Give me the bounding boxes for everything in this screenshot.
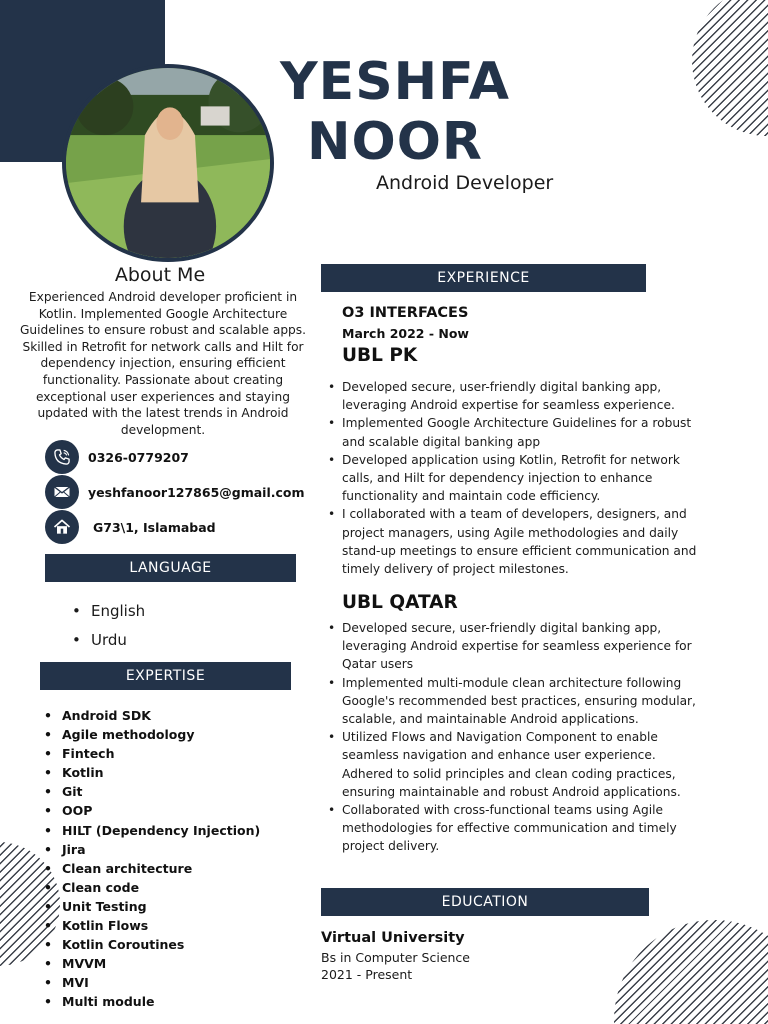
- first-name: YESHFA: [280, 52, 510, 112]
- list-item: • Urdu: [72, 626, 145, 655]
- company-name: O3 INTERFACES: [342, 305, 469, 321]
- degree-name: Bs in Computer Science: [321, 950, 470, 965]
- list-item: • Kotlin Flows: [44, 916, 260, 935]
- email-icon: [45, 475, 79, 509]
- list-item: • English: [72, 597, 145, 626]
- school-name: Virtual University: [321, 930, 465, 946]
- list-item: • HILT (Dependency Injection): [44, 821, 260, 840]
- list-item: • Android SDK: [44, 706, 260, 725]
- hatched-circle-top-right: [692, 0, 768, 136]
- list-item: • Utilized Flows and Navigation Component to enable seamless navigation and enhance user experience. Adhered to solid principles and clean coding practices, ensuring maintainable and robust Android applications.: [323, 728, 703, 801]
- language-list: [72, 597, 145, 655]
- list-item: • Developed secure, user-friendly digital banking app, leveraging Android expertise for seamless experience.: [323, 378, 703, 414]
- list-item: • Implemented Google Architecture Guidelines for a robust and scalable digital banking app: [323, 414, 703, 450]
- list-item: • OOP: [44, 801, 260, 820]
- home-icon: [45, 510, 79, 544]
- contact-address: [45, 510, 216, 544]
- list-item: • Kotlin Coroutines: [44, 935, 260, 954]
- list-item: • Developed application using Kotlin, Retrofit for network calls, and Hilt for dependency injection to enhance functionality and maintain code efficiency.: [323, 451, 703, 506]
- list-item: • Jira: [44, 840, 260, 859]
- education-dates: 2021 - Present: [321, 967, 413, 982]
- job-title: Android Developer: [376, 172, 554, 194]
- list-item: • Multi module: [44, 992, 260, 1011]
- list-item: • MVVM: [44, 954, 260, 973]
- list-item: • MVI: [44, 973, 260, 992]
- address-text: G73\1, Islamabad: [93, 519, 216, 535]
- about-text: Experienced Android developer proficient in Kotlin. Implemented Google Architecture Guidelines to ensure robust and scalable apps. Skilled in Retrofit for network calls and Hilt for dependency injection, ensuring efficient functionality. Passionate about creating exceptional user experiences and staying updated with the latest trends in Android development.: [19, 290, 307, 437]
- project-title-ubl-pk: UBL PK: [342, 345, 418, 366]
- list-item: • Implemented multi-module clean architecture following Google's recommended best practices, ensuring modular, scalable, and maintainable Android applications.: [323, 674, 703, 729]
- last-name: NOOR: [307, 112, 483, 172]
- project-bullets-ubl-qatar: [323, 619, 703, 856]
- list-item: • Git: [44, 782, 260, 801]
- project-title-ubl-qatar: UBL QATAR: [342, 592, 458, 613]
- list-item: • Clean code: [44, 878, 260, 897]
- about-heading: About Me: [114, 264, 206, 286]
- list-item: • Fintech: [44, 744, 260, 763]
- expertise-heading: EXPERTISE: [40, 662, 291, 690]
- list-item: • Developed secure, user-friendly digital banking app, leveraging Android expertise for seamless experience for Qatar users: [323, 619, 703, 674]
- language-heading: LANGUAGE: [45, 554, 296, 582]
- list-item: • Clean architecture: [44, 859, 260, 878]
- education-heading: EDUCATION: [321, 888, 649, 916]
- employment-dates: March 2022 - Now: [342, 326, 469, 341]
- project-bullets-ubl-pk: [323, 378, 703, 578]
- contact-email: [45, 475, 305, 509]
- list-item: • Agile methodology: [44, 725, 260, 744]
- phone-icon: [45, 440, 79, 474]
- person-name: [250, 52, 540, 172]
- list-item: • Unit Testing: [44, 897, 260, 916]
- profile-photo: [62, 64, 274, 262]
- contact-phone: [45, 440, 189, 474]
- experience-heading: EXPERIENCE: [321, 264, 646, 292]
- list-item: • I collaborated with a team of developers, designers, and project managers, using Agile methodologies and daily stand-up meetings to ensure efficient communication and timely delivery of project milestones.: [323, 505, 703, 578]
- email-address: yeshfanoor127865@gmail.com: [88, 484, 305, 500]
- list-item: • Collaborated with cross-functional teams using Agile methodologies for effective communication and timely project delivery.: [323, 801, 703, 856]
- hatched-circle-bottom-right: [614, 920, 768, 1024]
- phone-number: 0326-0779207: [88, 449, 189, 465]
- expertise-list: [44, 706, 260, 1012]
- list-item: • Kotlin: [44, 763, 260, 782]
